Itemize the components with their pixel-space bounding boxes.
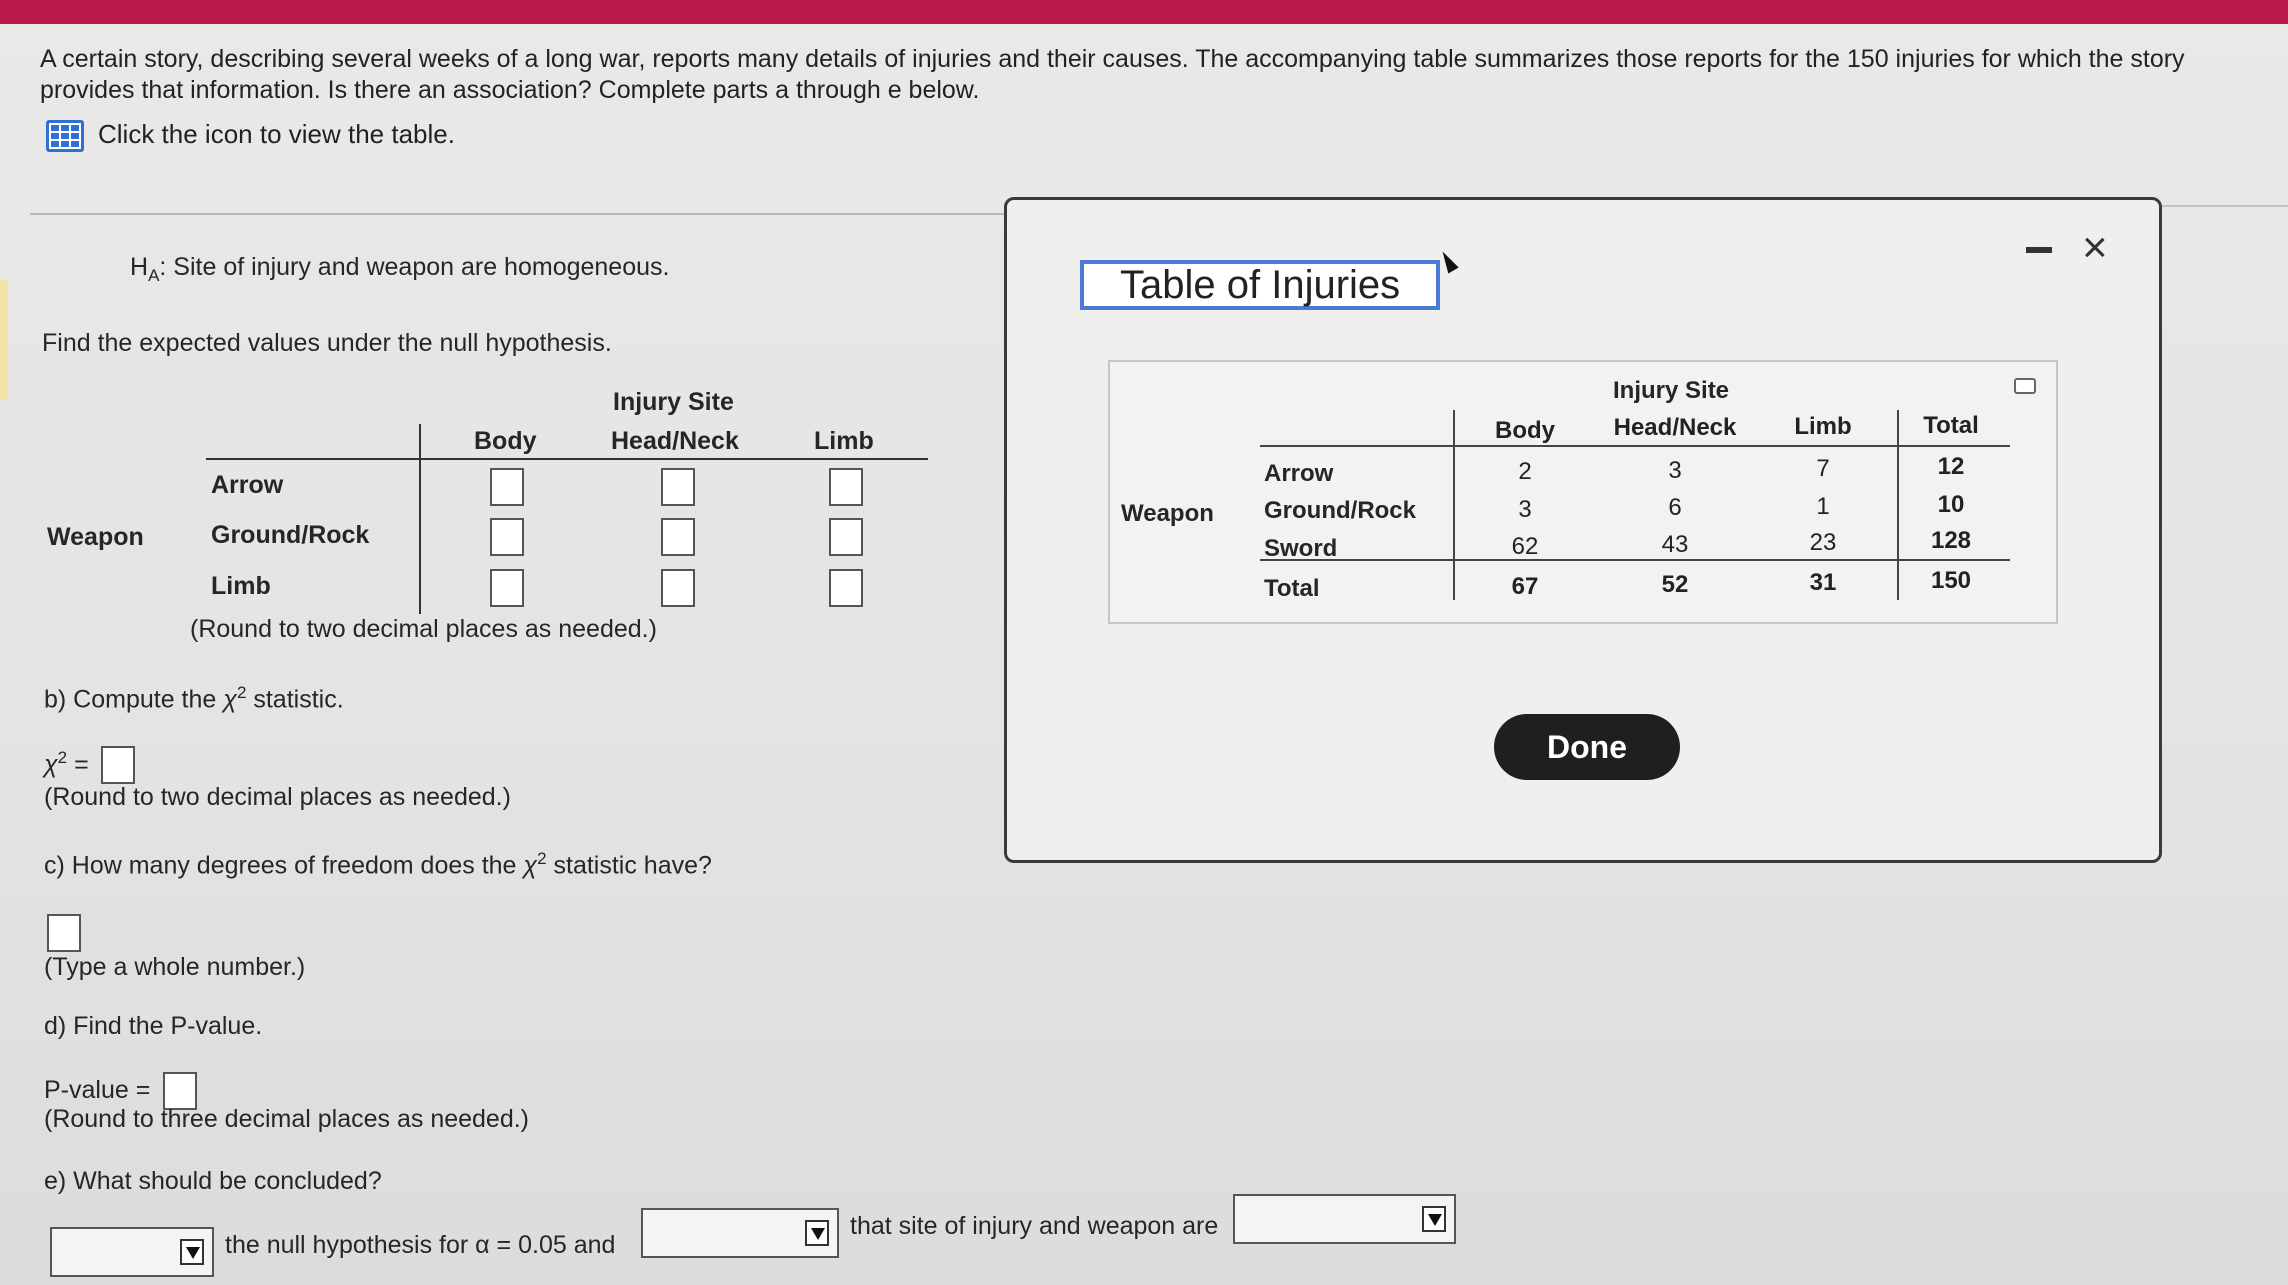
modal-cell: 10 <box>1937 491 1965 518</box>
modal-cell: 1 <box>1816 493 1830 520</box>
modal-cell: 67 <box>1511 573 1539 600</box>
minimize-icon[interactable] <box>2026 247 2052 253</box>
degrees-freedom-input[interactable] <box>47 914 81 952</box>
modal-cell: 128 <box>1930 527 1972 554</box>
part-b-prefix: b) Compute the <box>44 685 217 714</box>
conclusion-select[interactable] <box>1233 1194 1456 1244</box>
expected-input-ground-body[interactable] <box>490 518 524 556</box>
modal-col-limb: Limb <box>1794 413 1852 440</box>
modal-title: Table of Injuries <box>1080 260 1440 310</box>
hypothesis-sub: A <box>148 266 160 285</box>
modal-cell: 23 <box>1809 529 1837 556</box>
left-accent-strip <box>0 280 8 400</box>
chi-symbol: χ <box>44 750 58 779</box>
expected-input-arrow-headneck[interactable] <box>661 468 695 506</box>
part-e-null-text: the null hypothesis for <box>225 1231 469 1259</box>
section-divider-right <box>2150 205 2288 207</box>
section-divider <box>30 213 1020 215</box>
part-d-question: d) Find the P-value. <box>44 1012 263 1040</box>
modal-row-arrow-label: Arrow <box>1264 460 1334 487</box>
part-c-note: (Type a whole number.) <box>44 953 306 981</box>
expected-input-ground-headneck[interactable] <box>661 518 695 556</box>
expected-prompt: Find the expected values under the null hypothesis. <box>42 329 612 357</box>
expected-input-arrow-body[interactable] <box>490 468 524 506</box>
reject-decision-select[interactable] <box>50 1227 214 1277</box>
expected-row-ground: Ground/Rock <box>211 521 370 549</box>
modal-cell: 62 <box>1511 533 1539 560</box>
table-grid-icon[interactable] <box>46 120 84 152</box>
hypothesis-text: : Site of injury and weapon are homogeneous. <box>159 253 670 281</box>
p-value-label: P-value = <box>44 1076 151 1104</box>
expand-table-icon[interactable] <box>2014 378 2036 394</box>
part-e-text2: that site of injury and weapon are <box>850 1212 1219 1240</box>
done-button[interactable]: Done <box>1494 714 1680 780</box>
part-c-sup: 2 <box>537 849 547 868</box>
modal-row-total-label: Total <box>1264 575 1320 602</box>
modal-cell: 43 <box>1661 531 1689 558</box>
modal-col-headneck: Head/Neck <box>1613 414 1737 441</box>
modal-row-ground-label: Ground/Rock <box>1264 497 1417 524</box>
expected-row-arrow: Arrow <box>211 471 284 499</box>
dropdown-arrow-icon <box>805 1220 829 1246</box>
modal-cell: 6 <box>1668 494 1682 521</box>
part-b-sup: 2 <box>236 683 247 702</box>
modal-col-body: Body <box>1495 417 1555 444</box>
top-accent-bar <box>0 0 2288 24</box>
part-b-chi: χ <box>223 685 237 714</box>
expected-row-limb: Limb <box>211 572 271 600</box>
part-e-question: e) What should be concluded? <box>44 1167 382 1195</box>
dropdown-arrow-icon <box>1422 1206 1446 1232</box>
part-e-text1 <box>225 1231 615 1260</box>
modal-cell: 52 <box>1661 571 1689 598</box>
modal-cell: 3 <box>1668 457 1682 484</box>
chi-square-input[interactable] <box>101 746 135 784</box>
part-c-suffix: statistic have? <box>553 851 712 880</box>
expected-header-rule <box>206 458 928 460</box>
expected-input-ground-limb[interactable] <box>829 518 863 556</box>
expected-input-limb-headneck[interactable] <box>661 569 695 607</box>
expected-group-header: Injury Site <box>613 388 734 416</box>
modal-cell: 2 <box>1518 458 1532 485</box>
part-e-alpha: α = 0.05 and <box>475 1231 616 1259</box>
modal-cell: 7 <box>1816 455 1830 482</box>
modal-cell: 12 <box>1937 453 1965 480</box>
expected-input-limb-limb[interactable] <box>829 569 863 607</box>
expected-input-limb-body[interactable] <box>490 569 524 607</box>
part-c-question <box>44 849 712 880</box>
hypothesis-h: H <box>130 253 149 281</box>
modal-col-total: Total <box>1923 412 1979 439</box>
part-c-prefix: c) How many degrees of freedom does the <box>44 851 517 880</box>
modal-group-header: Injury Site <box>1613 377 1730 404</box>
dropdown-arrow-icon <box>180 1239 204 1265</box>
expected-col-headneck: Head/Neck <box>611 427 739 455</box>
part-b-note: (Round to two decimal places as needed.) <box>44 783 511 811</box>
modal-col-rule-left <box>1453 410 1455 600</box>
modal-cell: 31 <box>1809 569 1837 596</box>
view-table-link[interactable]: Click the icon to view the table. <box>98 119 455 149</box>
modal-row-group: Weapon <box>1121 500 1214 527</box>
expected-col-body: Body <box>474 427 537 455</box>
part-c-chi: χ <box>523 851 538 880</box>
expected-col-limb: Limb <box>814 427 874 455</box>
problem-intro: A certain story, describing several weeks of a long war, reports many details of injuries and their causes. The accompanying table summarizes those reports for the 150 injuries for which the story provides that information. Is there an association? Complete parts a through e below. <box>40 45 2185 104</box>
modal-cell: 150 <box>1930 567 1972 594</box>
part-d-note: (Round to three decimal places as needed.) <box>44 1105 530 1133</box>
part-b-question <box>44 683 344 714</box>
alt-hypothesis <box>130 253 669 286</box>
expected-col-rule <box>419 424 421 614</box>
evidence-select[interactable] <box>641 1208 839 1258</box>
chi-square-label <box>44 748 89 779</box>
chi-eq: = <box>74 750 89 779</box>
modal-row-sword-label: Sword <box>1264 535 1338 562</box>
close-icon[interactable]: × <box>2082 223 2108 272</box>
modal-cell: 3 <box>1518 496 1532 523</box>
expected-row-group: Weapon <box>47 523 144 551</box>
chi-sup: 2 <box>57 748 68 767</box>
part-b-suffix: statistic. <box>253 685 344 714</box>
expected-round-note: (Round to two decimal places as needed.) <box>190 615 657 643</box>
expected-input-arrow-limb[interactable] <box>829 468 863 506</box>
modal-col-rule-right <box>1897 410 1899 600</box>
